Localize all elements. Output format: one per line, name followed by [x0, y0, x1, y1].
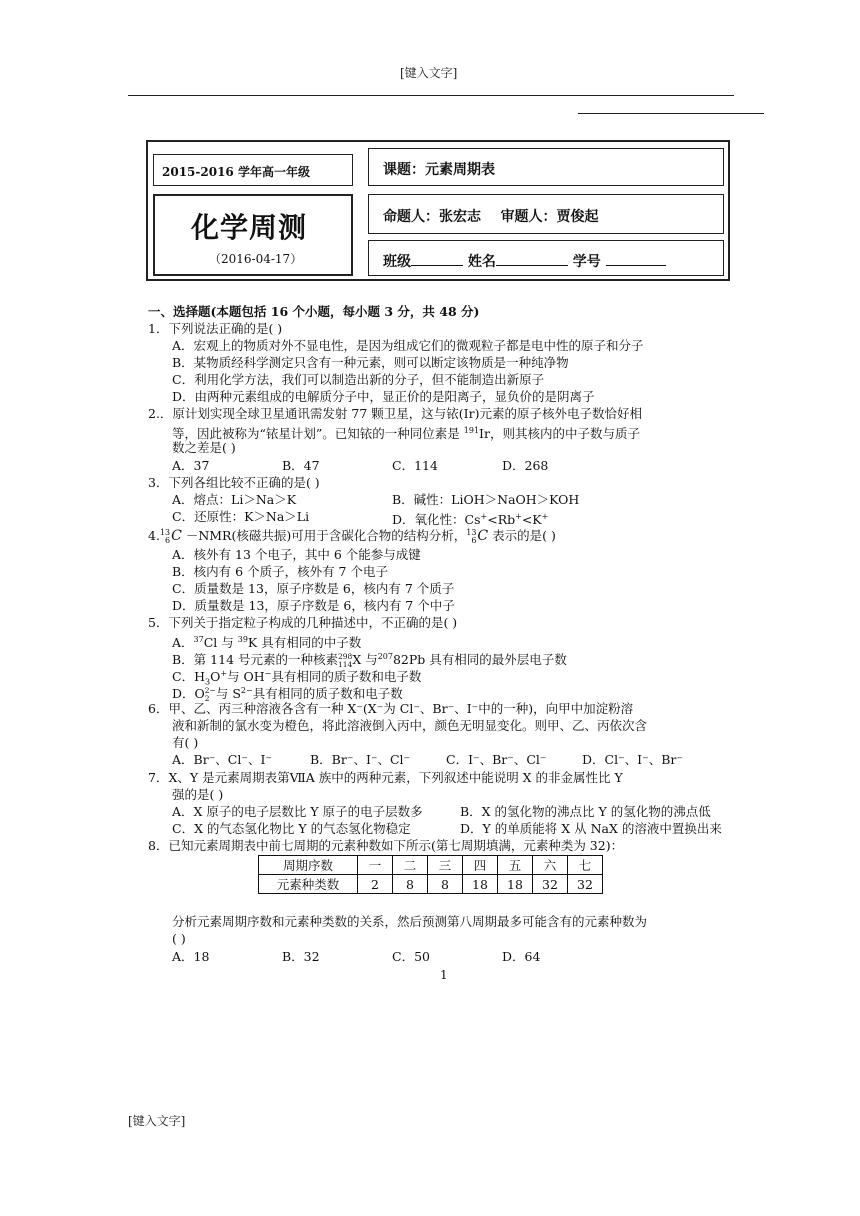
- q5-c-text: C．H: [172, 669, 205, 685]
- q3-option-d: [392, 508, 548, 528]
- q4-iso-z: 6: [165, 535, 171, 545]
- q3-option-a: A．熔点：Li＞Na＞K: [172, 492, 297, 507]
- q6-stem-1: 6．甲、乙、丙三种溶液各含有一种 X⁻(X⁻为 Cl⁻、Br⁻、I⁻中的一种)，向甲中加淀粉溶: [148, 701, 634, 716]
- q5-b-z: 114: [338, 659, 353, 669]
- q8-stem-2: 分析元素周期序数和元素种类数的关系，然后预测第八周期最多可能含有的元素种数为: [172, 914, 648, 929]
- topic-box: [368, 148, 724, 186]
- period-row-label: 周期序数: [259, 856, 358, 875]
- q4-iso-z: 6: [471, 535, 477, 545]
- q4-iso-symbol: C: [477, 528, 489, 544]
- q2-stem-2: [172, 422, 640, 442]
- q8-option-a: A．18: [172, 949, 210, 964]
- q1-option-b: B．某物质经科学测定只含有一种元素，则可以断定该物质是一种纯净物: [172, 355, 569, 370]
- count-cell: 8: [393, 875, 428, 894]
- authors-box: [368, 194, 724, 234]
- count-cell: 2: [358, 875, 393, 894]
- q5-c-text: O: [210, 669, 221, 685]
- period-cell: 七: [568, 856, 603, 875]
- q4-option-b: B．核内有 6 个质子，核外有 7 个电子: [172, 564, 388, 579]
- q5-d-sup: 2−: [240, 686, 253, 695]
- q7-stem-2: 强的是( ): [172, 787, 224, 802]
- q5-a-text: Cl 与: [203, 635, 238, 651]
- section-heading: 一、选择题(本题包括 16 个小题，每小题 3 分，共 48 分): [148, 304, 480, 319]
- q7-option-d: D．Y 的单质能将 X 从 NaX 的溶液中置换出来: [460, 821, 722, 836]
- q5-c-text: 具有相同的质子数和电子数: [271, 669, 422, 685]
- q3-d-text: D．氧化性：Cs: [392, 512, 481, 528]
- period-row: [259, 856, 603, 875]
- q3-d-text: <Rb: [487, 512, 516, 528]
- q2-option-d: D．268: [502, 458, 549, 473]
- count-cell: 18: [498, 875, 533, 894]
- q8-option-c: C．50: [392, 949, 430, 964]
- period-cell: 三: [428, 856, 463, 875]
- q7-option-c: C．X 的气态氢化物比 Y 的气态氢化物稳定: [172, 821, 411, 836]
- student-info: [383, 251, 666, 271]
- period-cell: 六: [533, 856, 568, 875]
- count-row: [259, 875, 603, 894]
- q1-option-d: D．由两种元素组成的电解质分子中，显正价的是阳离子，显负价的是阴离子: [172, 389, 595, 404]
- q2-option-a: A．37: [172, 458, 210, 473]
- count-cell: 18: [463, 875, 498, 894]
- count-cell: 32: [533, 875, 568, 894]
- class-label: 班级: [383, 254, 411, 270]
- q1-stem: 1．下列说法正确的是( ): [148, 321, 283, 336]
- count-row-label: 元素种类数: [259, 875, 358, 894]
- question-area: [148, 303, 748, 973]
- name-label: 姓名: [467, 254, 496, 270]
- q5-c-sub: 3: [204, 677, 211, 687]
- authors-label: 命题人：张宏志 审题人：贾俊起: [383, 209, 599, 225]
- term-label: 2015-2016 学年高一年级: [162, 165, 310, 179]
- q4-stem-end: 表示的是( ): [488, 528, 556, 543]
- q4-iso-symbol: C: [171, 528, 182, 544]
- q4-option-d: D．质量数是 13，原子序数是 6，核内有 7 个中子: [172, 598, 455, 613]
- period-cell: 二: [393, 856, 428, 875]
- page-number: 1: [440, 968, 448, 982]
- period-cell: 五: [498, 856, 533, 875]
- q3-d-sup: +: [541, 512, 549, 521]
- q2-stem-1: 2.．原计划实现全球卫星通讯需发射 77 颗卫星，这与铱(Ir)元素的原子核外电子数恰好相: [148, 406, 642, 421]
- q5-b-sup: 207: [377, 652, 393, 661]
- count-cell: 32: [568, 875, 603, 894]
- topic-label: 课题：元素周期表: [383, 162, 495, 178]
- q5-b-mass: 298: [338, 651, 353, 661]
- q2-option-c: C．114: [392, 458, 438, 473]
- q4-option-a: A．核外有 13 个电子，其中 6 个能参与成键: [172, 547, 421, 562]
- q1-option-a: A．宏观上的物质对外不显电性，是因为组成它们的微观粒子都是电中性的原子和分子: [172, 338, 644, 353]
- q7-option-b: B．X 的氢化物的沸点比 Y 的氢化物的沸点低: [460, 804, 711, 819]
- q4-number: 4.: [148, 528, 160, 543]
- q3-option-b: B．碱性：LiOH＞NaOH＞KOH: [392, 492, 580, 507]
- q5-a-text: A．: [172, 635, 194, 651]
- q5-d-text: 与 S: [215, 686, 241, 702]
- q3-d-sup: +: [480, 512, 488, 521]
- q5-d-sub: 2: [204, 693, 210, 703]
- q3-d-text: <K: [521, 512, 542, 528]
- q6-option-d: D．Cl⁻、I⁻、Br⁻: [582, 752, 683, 767]
- id-blank[interactable]: [606, 253, 666, 266]
- header-rule: [128, 95, 734, 96]
- q4-stem-mid: －NMR(核磁共振)可用于含碳化合物的结构分析，: [181, 528, 467, 543]
- q3-stem: 3．下列各组比较不正确的是( ): [148, 475, 320, 490]
- q2-stem-3: 数之差是( ): [172, 440, 236, 455]
- period-cell: 四: [463, 856, 498, 875]
- q3-option-c: C．还原性：K＞Na＞Li: [172, 509, 310, 524]
- q2-stem-2b: Ir，则其核内的中子数与质子: [479, 426, 640, 442]
- title-banner: [146, 140, 730, 281]
- q4-option-c: C．质量数是 13，原子序数是 6，核内有 7 个质子: [172, 581, 455, 596]
- q2-stem-2a: 等，因此被称为“铱星计划”。已知铱的一种同位素是: [172, 426, 464, 442]
- q6-stem-2: 液和新制的氯水变为橙色，将此溶液倒入丙中，颜色无明显变化。则甲、乙、丙依次含: [172, 718, 648, 733]
- q5-b-text: 82Pb 具有相同的最外层电子数: [392, 652, 567, 668]
- footer-text: [键入文字]: [128, 1114, 186, 1128]
- q6-stem-3: 有( ): [172, 735, 199, 750]
- doc-date: （2016-04-17）: [209, 252, 303, 266]
- q2-iso-mass: 191: [463, 426, 480, 435]
- title-box: [153, 194, 353, 276]
- q4-iso-mass: 13: [159, 527, 171, 537]
- q5-stem: 5．下列关于指定粒子构成的几种描述中，不正确的是( ): [148, 615, 458, 630]
- q6-option-b: B．Br⁻、I⁻、Cl⁻: [310, 752, 411, 767]
- class-blank[interactable]: [411, 253, 463, 266]
- q5-d-sup: 2−: [204, 685, 216, 695]
- q4-stem: [148, 527, 556, 545]
- term-box: [153, 154, 353, 186]
- id-label: 学号: [572, 254, 601, 270]
- q8-stem-3: ( ): [172, 931, 186, 946]
- doc-title: 化学周测: [191, 211, 308, 244]
- student-info-box: [368, 240, 724, 276]
- count-cell: 8: [428, 875, 463, 894]
- q5-a-text: K 具有相同的中子数: [247, 635, 362, 651]
- q6-option-a: A．Br⁻、Cl⁻、I⁻: [172, 752, 272, 767]
- q8-option-d: D．64: [502, 949, 541, 964]
- q5-a-sup: 39: [237, 635, 248, 644]
- q7-option-a: A．X 原子的电子层数比 Y 原子的电子层数多: [172, 804, 423, 819]
- q5-b-text: B．第 114 号元素的一种核素: [172, 652, 338, 668]
- q8-option-b: B．32: [282, 949, 320, 964]
- q5-b-text: X 与: [352, 652, 378, 668]
- q5-d-text: 具有相同的质子数和电子数: [252, 686, 403, 702]
- q1-option-c: C．利用化学方法，我们可以制造出新的分子，但不能制造出新原子: [172, 372, 545, 387]
- q5-c-sup: −: [264, 669, 272, 678]
- q5-c-text: 与 OH: [227, 669, 265, 685]
- name-blank[interactable]: [496, 253, 568, 266]
- q7-stem-1: 7．X、Y 是元素周期表第ⅦA 族中的两种元素，下列叙述中能说明 X 的非金属性比 Y: [148, 770, 623, 785]
- header-text: [键入文字]: [400, 66, 458, 80]
- header-rule-short: [578, 113, 764, 114]
- q5-c-sup: +: [220, 669, 228, 678]
- q5-a-sup: 37: [193, 635, 204, 644]
- q5-d-text: D．O: [172, 686, 205, 702]
- q3-d-sup: +: [515, 512, 522, 521]
- q8-stem: 8．已知元素周期表中前七周期的元素种数如下所示(第七周期填满，元素种类为 32)：: [148, 838, 624, 853]
- period-cell: 一: [358, 856, 393, 875]
- q2-option-b: B．47: [282, 458, 320, 473]
- period-table: [258, 855, 603, 894]
- q6-option-c: C．I⁻、Br⁻、Cl⁻: [446, 752, 547, 767]
- q4-iso-mass: 13: [466, 527, 477, 537]
